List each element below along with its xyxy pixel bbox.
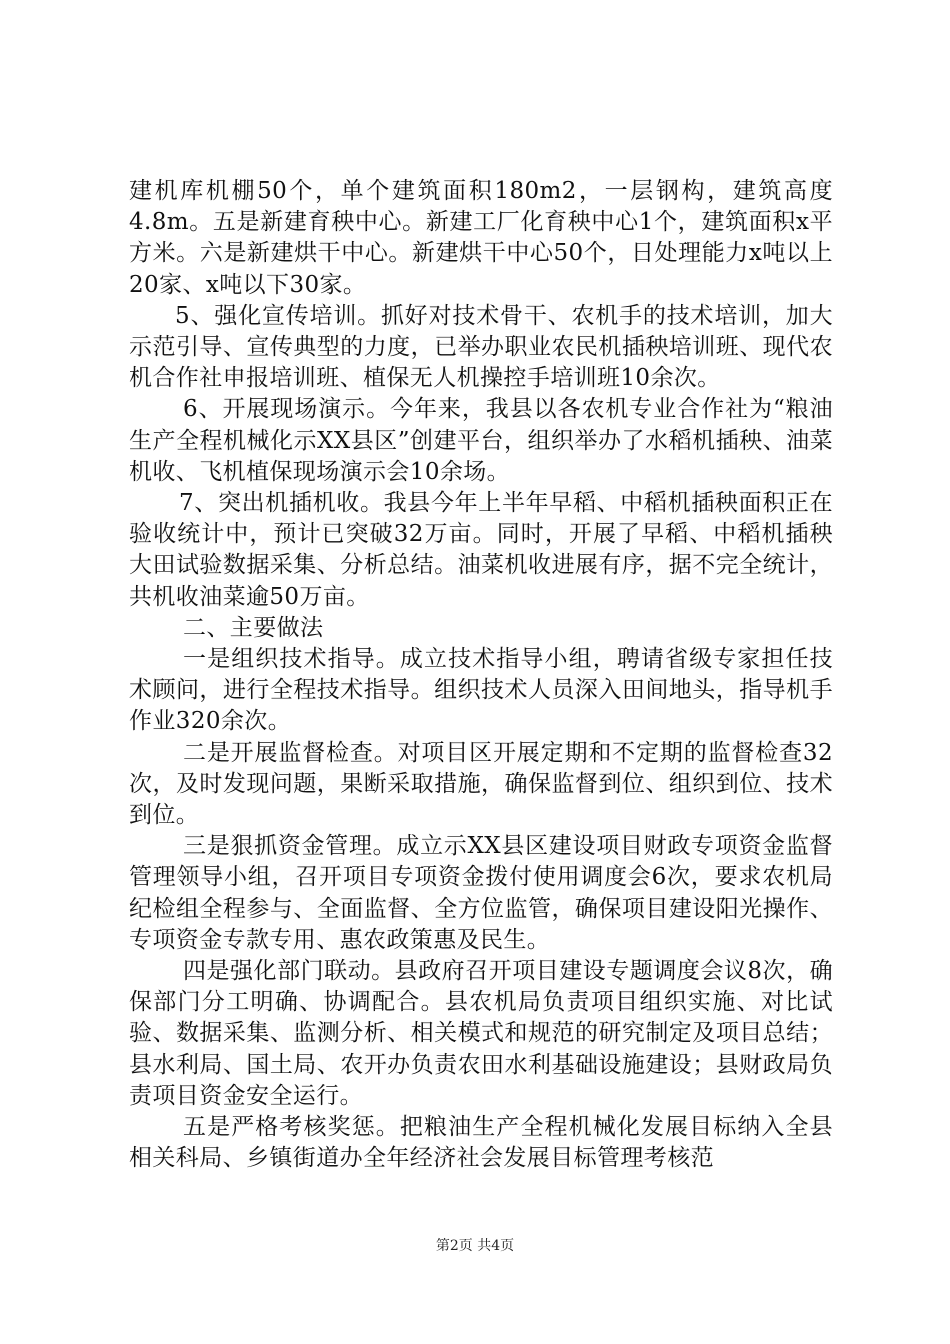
document-body: [129, 176, 833, 1175]
paragraph-item-5: 5、强化宣传培训。抓好对技术骨干、农机手的技术培训，加大示范引导、宣传典型的力度，已举办职业农民机插秧培训班、现代农机合作社申报培训班、植保无人机操控手培训班10余次。: [129, 302, 833, 392]
paragraph-practice-1: 一是组织技术指导。成立技术指导小组，聘请省级专家担任技术顾问，进行全程技术指导。组织技术人员深入田间地头，指导机手作业320余次。: [129, 646, 833, 735]
paragraph-item-6: 6、开展现场演示。今年来，我县以各农机专业合作社为“粮油生产全程机械化示XX县区”创建平台，组织举办了水稻机插秧、油菜机收、飞机植保现场演示会10余场。: [129, 396, 833, 485]
page-number-footer: 第2页 共4页: [435, 1238, 515, 1254]
paragraph-item-7: 7、突出机插机收。我县今年上半年早稻、中稻机插秧面积正在验收统计中，预计已突破32万亩。同时，开展了早稻、中稻机插秧大田试验数据采集、分析总结。油菜机收进展有序，据不完全统计，共机收油菜逾50万亩。: [129, 490, 833, 610]
paragraph-construction-continued: 建机库机棚50个，单个建筑面积180m2，一层钢构，建筑高度4.8m。五是新建育秧中心。新建工厂化育秧中心1个，建筑面积x平方米。六是新建烘干中心。新建烘干中心50个，日处理能力x吨以上20家、x吨以下30家。: [129, 178, 833, 298]
paragraph-practice-5: 五是严格考核奖惩。把粮油生产全程机械化发展目标纳入全县相关科局、乡镇街道办全年经济社会发展目标管理考核范: [129, 1114, 833, 1172]
paragraph-practice-2: 二是开展监督检查。对项目区开展定期和不定期的监督检查32次，及时发现问题，果断采取措施，确保监督到位、组织到位、技术到位。: [129, 739, 833, 829]
paragraph-practice-4: 四是强化部门联动。县政府召开项目建设专题调度会议8次，确保部门分工明确、协调配合。县农机局负责项目组织实施、对比试验、数据采集、监测分析、相关模式和规范的研究制定及项目总结；县水利局、国土局、农开办负责农田水利基础设施建设；县财政局负责项目资金安全运行。: [129, 958, 833, 1109]
section-heading-main-practices: 二、主要做法: [183, 614, 324, 641]
paragraph-practice-3: 三是狠抓资金管理。成立示XX县区建设项目财政专项资金监督管理领导小组，召开项目专项资金拨付使用调度会6次，要求农机局纪检组全程参与、全面监督、全方位监管，确保项目建设阳光操作、专项资金专款专用、惠农政策惠及民生。: [129, 833, 833, 953]
